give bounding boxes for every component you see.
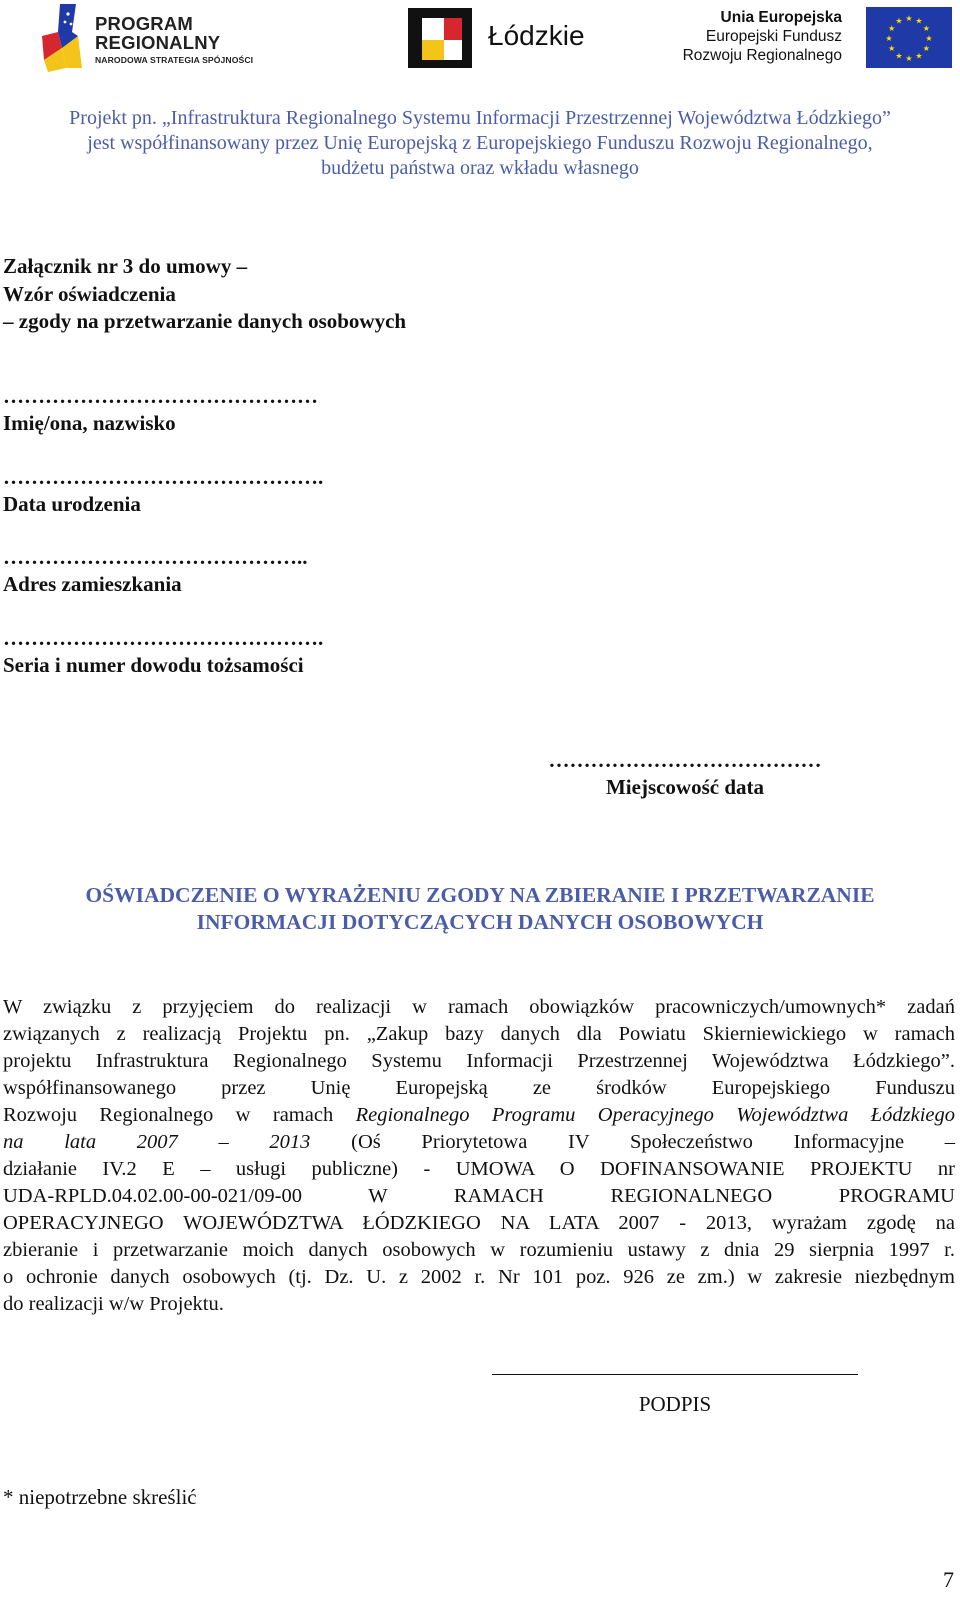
field-birth-date-label: Data urodzenia bbox=[3, 492, 141, 516]
eu-flag-icon bbox=[866, 7, 952, 68]
program-logo-line3: NARODOWA STRATEGIA SPÓJNOŚCI bbox=[95, 55, 254, 65]
body-line-3: projektu Infrastruktura Regionalnego Systemu Informacji Przestrzennej Województwa Łódzkiego”. bbox=[3, 1050, 955, 1072]
body-line-9: OPERACYJNEGO WOJEWÓDZTWA ŁÓDZKIEGO NA LATA 2007 - 2013, wyrażam zgodę na bbox=[3, 1212, 955, 1234]
field-name-dots: ……………………………………… bbox=[3, 384, 318, 408]
field-id-document-label: Seria i numer dowodu tożsamości bbox=[3, 653, 304, 677]
lodzkie-name: Łódzkie bbox=[488, 20, 585, 51]
annex-line-2: Wzór oświadczenia bbox=[3, 281, 176, 306]
body-line-4: współfinansowanego przez Unię Europejską ze środków Europejskiego Funduszu bbox=[3, 1077, 955, 1099]
svg-text:★: ★ bbox=[915, 51, 923, 61]
statement-title-line-2: INFORMACJI DOTYCZĄCYCH DANYCH OSOBOWYCH bbox=[196, 910, 764, 934]
svg-text:★: ★ bbox=[895, 16, 903, 26]
field-id-document-dots: ………………………………………. bbox=[3, 626, 324, 650]
intro-line-3: budżetu państwa oraz wkładu własnego bbox=[321, 157, 639, 179]
place-date-field bbox=[521, 747, 849, 801]
statement-title bbox=[0, 882, 960, 936]
body-line-7: działanie IV.2 E – usługi publiczne) - UMOWA O DOFINANSOWANIE PROJEKTU nr bbox=[3, 1158, 955, 1180]
svg-text:★: ★ bbox=[888, 24, 896, 33]
footnote: * niepotrzebne skreślić bbox=[3, 1485, 197, 1509]
signature-line bbox=[492, 1374, 858, 1375]
field-name bbox=[3, 383, 318, 437]
svg-text:★: ★ bbox=[922, 24, 930, 33]
annex-line-3: – zgody na przetwarzanie danych osobowych bbox=[3, 309, 407, 333]
body-line-5-program-name: Regionalnego Programu Operacyjnego Województwa Łódzkiego bbox=[355, 1104, 955, 1126]
body-line-11: o ochronie danych osobowych (tj. Dz. U. z 2002 r. Nr 101 poz. 926 ze zm.) w zakresie niezbędnym bbox=[3, 1266, 955, 1288]
svg-text:★: ★ bbox=[888, 44, 896, 53]
field-birth-date-dots: ………………………………………. bbox=[3, 465, 324, 489]
field-id-document bbox=[3, 625, 323, 679]
annex-heading bbox=[3, 253, 406, 336]
field-address-dots: …………………………………….. bbox=[3, 545, 308, 569]
svg-text:★: ★ bbox=[922, 44, 930, 53]
place-date-dots: ………………………………… bbox=[548, 748, 822, 772]
eu-text-line3: Rozwoju Regionalnego bbox=[682, 47, 842, 64]
program-logo-line2: REGIONALNY bbox=[95, 31, 221, 53]
annex-line-1: Załącznik nr 3 do umowy – bbox=[3, 254, 248, 278]
body-line-10: zbieranie i przetwarzanie moich danych osobowych w rozumieniu ustawy z dnia 29 sierpnia 1997 r. bbox=[3, 1239, 955, 1261]
body-line-1: W związku z przyjęciem do realizacji w ramach obowiązków pracowniczych/umownych* zadań bbox=[3, 996, 955, 1018]
body-line-5-a: Rozwoju Regionalnego w ramach bbox=[3, 1104, 356, 1126]
program-logo-emblem-icon bbox=[38, 2, 98, 74]
body-line-6-b: (Oś Priorytetowa IV Społeczeństwo Informacyjne – bbox=[310, 1131, 955, 1153]
statement-body bbox=[3, 994, 955, 1318]
eu-text-line1: Unia Europejska bbox=[720, 9, 842, 26]
intro-line-1: Projekt pn. „Infrastruktura Regionalnego Systemu Informacji Przestrzennej Województwa Łódzkiego” bbox=[69, 107, 891, 129]
svg-text:★: ★ bbox=[915, 16, 923, 26]
statement-title-line-1: OŚWIADCZENIE O WYRAŻENIU ZGODY NA ZBIERANIE I PRZETWARZANIE bbox=[85, 883, 875, 907]
body-line-12: do realizacji w/w Projektu. bbox=[3, 1293, 224, 1315]
svg-text:★: ★ bbox=[905, 14, 913, 23]
place-date-label: Miejscowość data bbox=[605, 775, 765, 799]
body-line-2: związanych z realizacją Projektu pn. „Zakup bazy danych dla Powiatu Skierniewickiego w ramach bbox=[3, 1023, 955, 1045]
project-intro bbox=[0, 106, 960, 181]
body-line-5 bbox=[3, 1102, 955, 1129]
svg-text:★: ★ bbox=[895, 51, 903, 61]
field-birth-date bbox=[3, 464, 323, 518]
program-logo-line1: PROGRAM bbox=[95, 13, 194, 34]
eu-text-line2: Europejski Fundusz bbox=[705, 28, 842, 45]
svg-text:★: ★ bbox=[925, 34, 933, 43]
body-line-8: UDA-RPLD.04.02.00-00-021/09-00 W RAMACH REGIONALNEGO PROGRAMU bbox=[3, 1185, 955, 1207]
intro-line-2: jest współfinansowany przez Unię Europejską z Europejskiego Funduszu Rozwoju Regionalnego, bbox=[87, 132, 873, 154]
signature-label: PODPIS bbox=[638, 1392, 712, 1416]
svg-text:★: ★ bbox=[885, 34, 893, 43]
program-regionalny-logo bbox=[38, 2, 258, 74]
field-address-label: Adres zamieszkania bbox=[3, 572, 182, 596]
body-line-6 bbox=[3, 1129, 955, 1156]
field-address bbox=[3, 544, 308, 598]
page-number: 7 bbox=[943, 1567, 954, 1592]
eu-text-block bbox=[683, 8, 842, 65]
svg-text:★: ★ bbox=[905, 54, 913, 63]
field-name-label: Imię/ona, nazwisko bbox=[3, 411, 176, 435]
body-line-6-years: na lata 2007 – 2013 bbox=[3, 1131, 311, 1153]
lodzkie-emblem-icon bbox=[408, 8, 472, 68]
